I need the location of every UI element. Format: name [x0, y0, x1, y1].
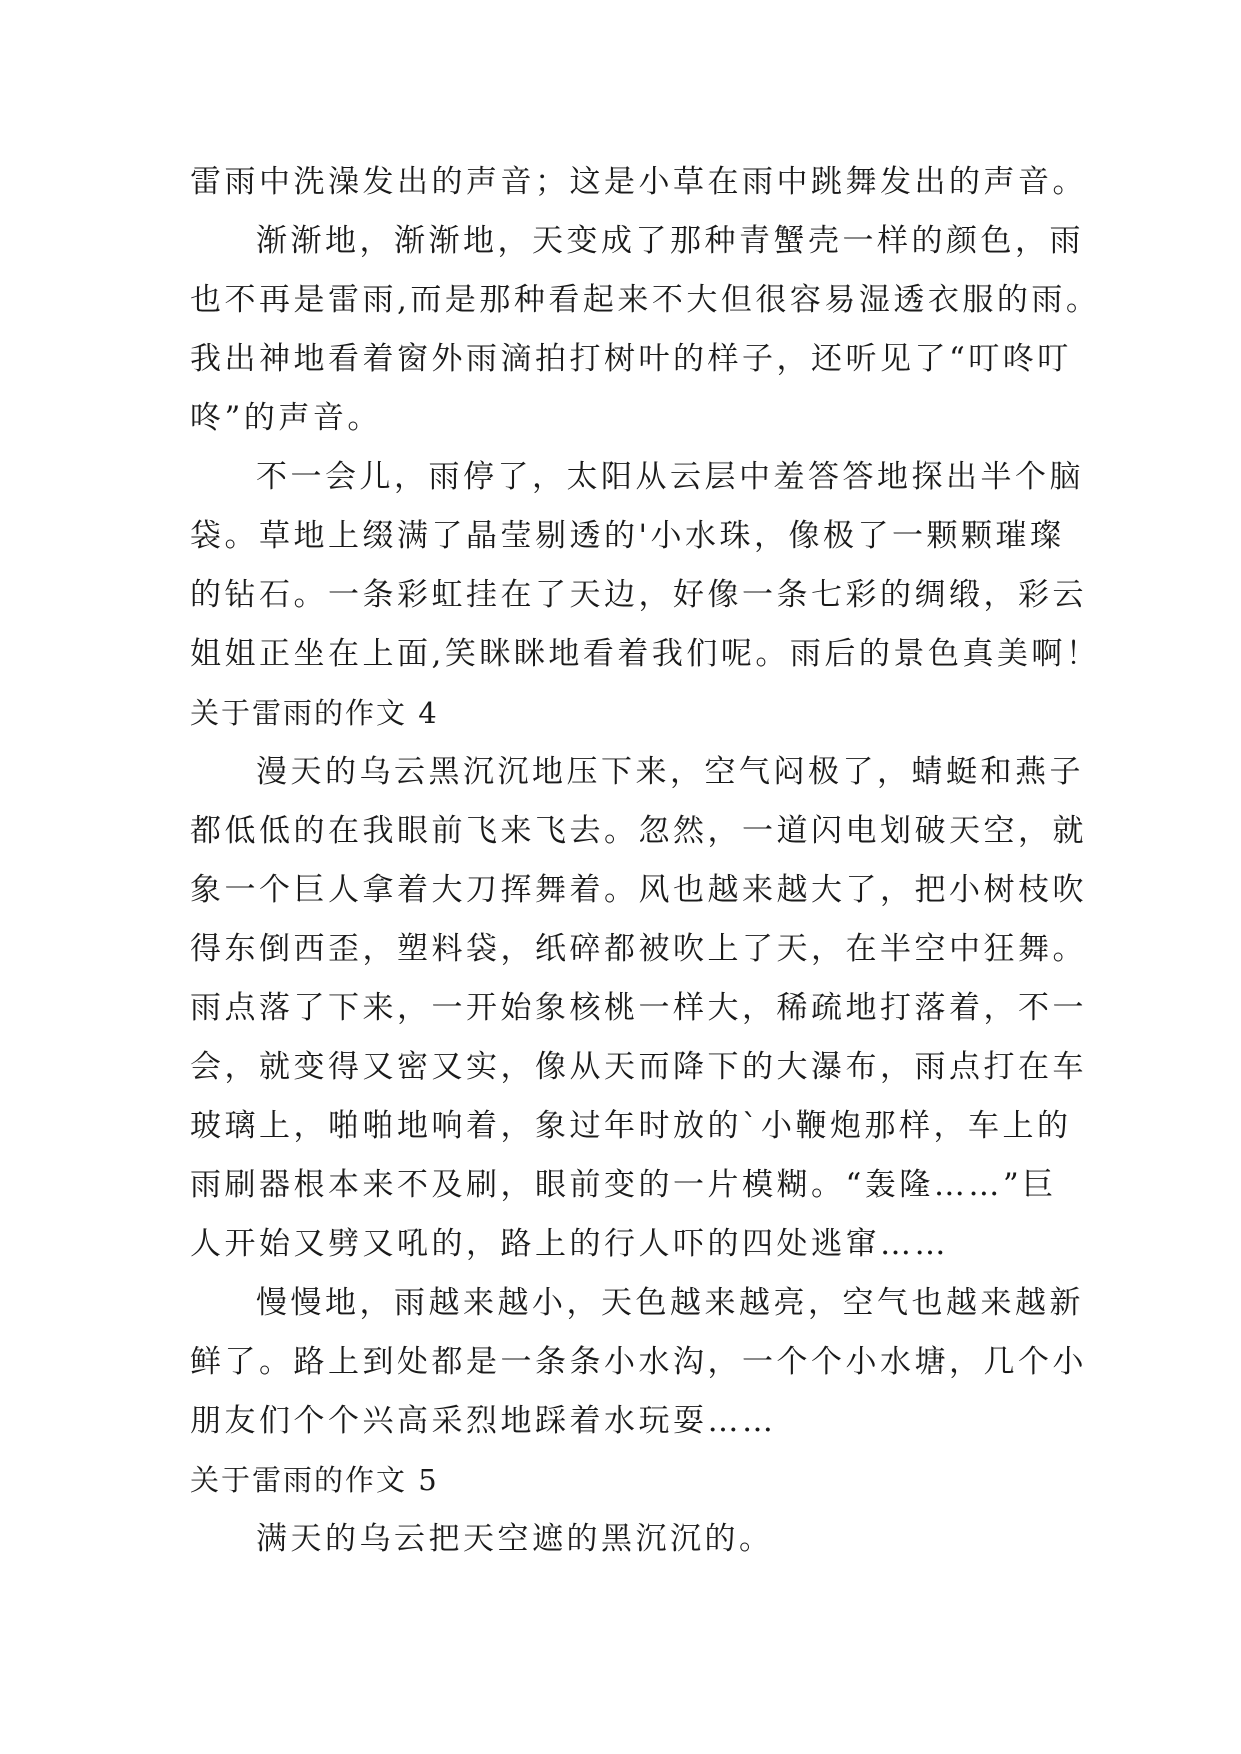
paragraph-line: 会，就变得又密又实，像从天而降下的大瀑布，雨点打在车	[190, 1049, 1087, 1085]
paragraph-line: 鲜了。路上到处都是一条条小水沟，一个个小水塘，几个小	[190, 1344, 1087, 1380]
paragraph-line: 得东倒西歪，塑料袋，纸碎都被吹上了天，在半空中狂舞。	[190, 931, 1087, 967]
paragraph-first-line: 慢慢地，雨越来越小，天色越来越亮，空气也越来越新	[256, 1285, 1084, 1321]
section-heading: 关于雷雨的作文 4	[190, 696, 439, 730]
paragraph-line: 人开始又劈又吼的，路上的行人吓的四处逃窜……	[190, 1226, 949, 1262]
paragraph-line: 都低低的在我眼前飞来飞去。忽然，一道闪电划破天空，就	[190, 813, 1087, 849]
paragraph-line: 雷雨中洗澡发出的声音；这是小草在雨中跳舞发出的声音。	[190, 164, 1087, 200]
paragraph-line: 的钻石。一条彩虹挂在了天边，好像一条七彩的绸缎，彩云	[190, 577, 1087, 613]
paragraph-line: 象一个巨人拿着大刀挥舞着。风也越来越大了，把小树枝吹	[190, 872, 1087, 908]
section-heading: 关于雷雨的作文 5	[190, 1463, 439, 1497]
document-body	[190, 153, 1101, 1569]
paragraph-first-line: 渐渐地，渐渐地，天变成了那种青蟹壳一样的颜色，雨	[256, 223, 1084, 259]
paragraph-line: 玻璃上，啪啪地响着，象过年时放的`小鞭炮那样，车上的	[190, 1108, 1072, 1144]
paragraph-line: 咚”的声音。	[190, 400, 382, 436]
paragraph-line: 雨点落了下来，一开始象核桃一样大，稀疏地打落着，不一	[190, 990, 1087, 1026]
paragraph-line: 朋友们个个兴高采烈地踩着水玩耍……	[190, 1403, 777, 1439]
paragraph-line: 雨刷器根本来不及刷，眼前变的一片模糊。“轰隆……”巨	[190, 1167, 1057, 1203]
paragraph-first-line: 满天的乌云把天空遮的黑沉沉的。	[256, 1521, 774, 1557]
paragraph-line: 袋。草地上缀满了晶莹剔透的'小水珠，像极了一颗颗璀璨	[190, 518, 1065, 554]
paragraph-line: 我出神地看着窗外雨滴拍打树叶的样子，还听见了“叮咚叮	[190, 341, 1072, 377]
paragraph-line: 也不再是雷雨,而是那种看起来不大但很容易湿透衣服的雨。	[190, 282, 1101, 318]
paragraph-line: 姐姐正坐在上面,笑眯眯地看着我们呢。雨后的景色真美啊！	[190, 636, 1101, 672]
paragraph-first-line: 不一会儿，雨停了，太阳从云层中羞答答地探出半个脑	[256, 459, 1084, 495]
paragraph-first-line: 漫天的乌云黑沉沉地压下来，空气闷极了，蜻蜓和燕子	[256, 754, 1084, 790]
